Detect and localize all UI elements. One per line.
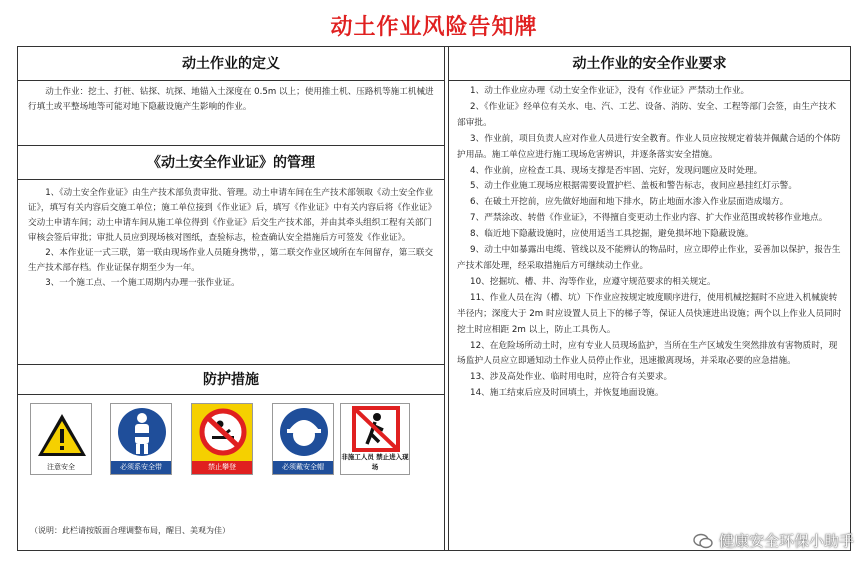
management-section — [18, 145, 444, 396]
requirement-item: 4、作业前，应检查工具、现场支撑是否牢固、完好，发现问题应及时处理。 — [470, 165, 763, 176]
sign-no-climbing — [191, 403, 253, 475]
left-column — [18, 47, 445, 550]
chat-bubble-icon — [693, 533, 713, 549]
notice-board — [17, 46, 851, 551]
requirements-header: 动土作业的安全作业要求 — [449, 47, 850, 81]
requirement-item: 10、挖掘坑、槽、井、沟等作业，应遵守规范要求的相关规定。 — [470, 276, 716, 287]
no-entry-pedestrian-icon — [341, 404, 411, 454]
sign-no-entry — [340, 403, 410, 475]
page-title: 动土作业风险告知牌 — [330, 14, 538, 40]
requirement-item: 12、在危险场所动土时，应有专业人员现场监护，当所在生产区域发生突然排放有害物质时，现场监护人员应立即通知动土作业人员停止作业，迅速撤离现场，并采取必要的应急措施。 — [457, 340, 838, 367]
requirement-item: 8、临近地下隐蔽设施时，应使用适当工具挖掘，避免损坏地下隐蔽设施。 — [470, 229, 754, 240]
sign-caption: 禁止攀登 — [192, 461, 252, 474]
watermark-text: 健康安全环保小助手 — [718, 532, 854, 550]
management-paragraph: 2、本作业证一式三联，第一联由现场作业人员随身携带，，第二联交作业区域所在车间留存，第三联交生产技术部存档。作业证保存期至少为一年。 — [28, 248, 434, 273]
safety-belt-icon — [111, 404, 173, 462]
protection-header: 防护措施 — [18, 365, 444, 395]
sign-caption: 注意安全 — [31, 461, 91, 474]
management-header: 《动土安全作业证》的管理 — [18, 146, 444, 180]
no-climbing-icon — [192, 404, 254, 462]
sign-safety-belt — [110, 403, 172, 475]
right-column — [448, 47, 850, 550]
requirement-item: 13、涉及高处作业、临时用电时，应符合有关要求。 — [470, 372, 673, 383]
sign-caption: 必须系安全带 — [111, 461, 171, 474]
sign-caution — [30, 403, 92, 475]
management-paragraph: 3、一个施工点、一个施工周期内办理一张作业证。 — [45, 278, 240, 288]
sign-row — [30, 403, 430, 487]
hard-hat-icon — [273, 404, 335, 462]
management-body — [18, 180, 444, 291]
caution-triangle-icon — [31, 406, 93, 462]
requirements-list — [449, 81, 850, 402]
requirement-item: 1、动土作业应办理《动土安全作业证》，没有《作业证》严禁动土作业。 — [470, 86, 750, 96]
sign-hard-hat — [272, 403, 334, 475]
requirement-item: 14、施工结束后应及时回填土，并恢复地面设施。 — [470, 388, 664, 399]
requirement-item: 11、作业人员在沟（槽、坑）下作业应按规定坡度顺序进行，使用机械挖掘时不应进入机械旋转半径内；深度大于 2m 时应设置人员上下的梯子等，保证人员快速进出设施；两个以上作业人员同时挖土时应相距 2m 以上，防止工具伤人。 — [457, 292, 842, 335]
definition-header: 动土作业的定义 — [18, 47, 444, 81]
sign-caption: 必须戴安全帽 — [273, 461, 333, 474]
sign-caption: 非施工人员 禁止进入现场 — [341, 452, 409, 474]
requirement-item: 3、作业前，项目负责人应对作业人员进行安全教育。作业人员应按规定着装并佩戴合适的个体防护用品。施工单位应进行施工现场危害辨识，并逐条落实安全措施。 — [457, 133, 841, 160]
management-paragraph: 1、《动土安全作业证》由生产技术部负责审批、管理。动土申请车间在生产技术部领取《动土安全作业证》，填写有关内容后交施工单位；施工单位接到《作业证》后，填写《作业证》中有关内容后将《作业证》交动土申请车间；动土申请车间从施工单位得到《作业证》后交生产技术部，并由其牵头组织工程有关部门审核会签后审批；审批人员应到现场核对图纸，查验标志，检查确认安全措施后方可签发《作业证》。 — [28, 188, 434, 243]
requirement-item: 5、动土作业施工现场应根据需要设置护栏、盖板和警告标志，夜间应悬挂红灯示警。 — [470, 181, 798, 192]
requirement-item: 9、动土中如暴露出电缆、管线以及不能辨认的物品时，应立即停止作业，妥善加以保护，报告生产技术部处理，经采取措施后方可继续动土作业。 — [457, 245, 841, 271]
requirement-item: 2、《作业证》经单位有关水、电、汽、工艺、设备、消防、安全、工程等部门会签，由生产技术部审批。 — [457, 101, 837, 128]
protection-section — [18, 364, 444, 552]
definition-section — [18, 47, 444, 126]
requirement-item: 6、在破土开挖前，应先做好地面和地下排水，防止地面水渗入作业层面造成塌方。 — [470, 197, 789, 208]
watermark — [693, 530, 854, 551]
layout-note: （说明：此栏请按版面合理调整布局，醒目、美观为佳） — [30, 526, 230, 535]
requirement-item: 7、严禁涂改、转借《作业证》，不得擅自变更动土作业内容、扩大作业范围或转移作业地点。 — [470, 213, 828, 224]
definition-text: 动土作业：挖土、打桩、钻探、坑探、地锚入土深度在 0.5m 以上；使用推土机、压路机等施工机械进行填土或平整场地等可能对地下隐蔽设施产生影响的作业。 — [28, 87, 434, 112]
